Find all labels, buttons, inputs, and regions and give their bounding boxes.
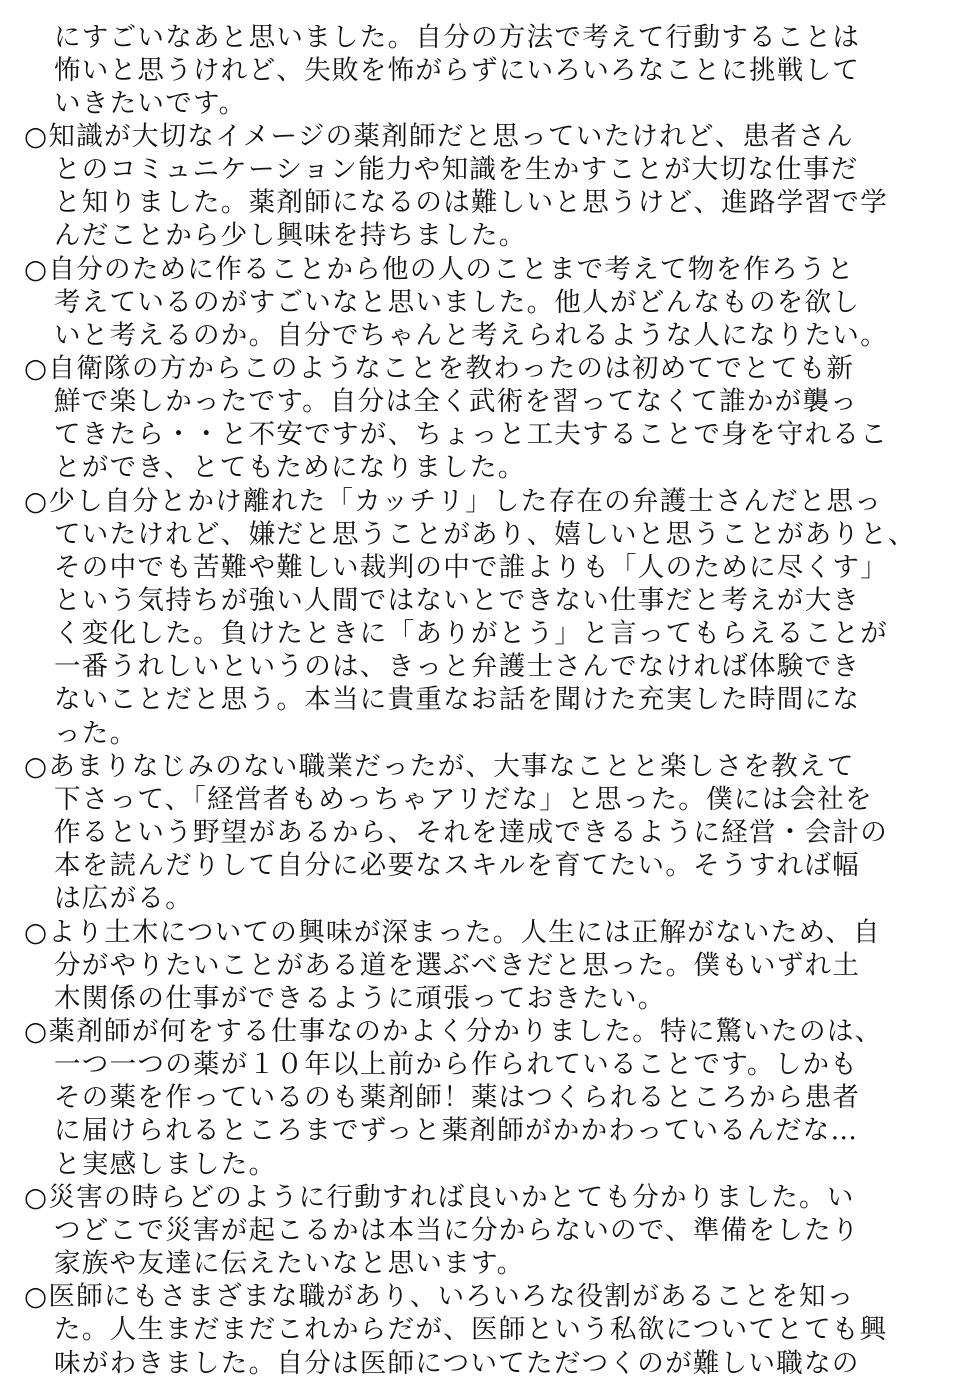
- text-line: 鮮で楽しかったです。自分は全く武術を習ってなくて誰かが襲っ: [54, 386, 859, 417]
- text-line: ○薬剤師が何をする仕事なのかよく分かりました。特に驚いたのは、: [24, 1016, 883, 1047]
- text-line: ○少し自分とかけ離れた「カッチリ」した存在の弁護士さんだと思っ: [24, 486, 883, 517]
- text-line: 考えているのがすごいなと思いました。他人がどんなものを欲し: [54, 287, 861, 318]
- text-line: ないことだと思う。本当に貴重なお話を聞けた充実した時間にな: [54, 684, 861, 715]
- text-line: 家族や友達に伝えたいなと思います。: [54, 1248, 525, 1279]
- text-line: ○知識が大切なイメージの薬剤師だと思っていたけれど、患者さん: [24, 121, 854, 152]
- text-line: ○医師にもさまざまな職があり、いろいろな役割があることを知っ: [24, 1281, 855, 1312]
- text-line: ○災害の時らどのように行動すれば良いかとても分かりました。い: [24, 1182, 855, 1213]
- text-line: 木関係の仕事ができるように頑張っておきたい。: [54, 983, 666, 1014]
- text-line: と実感しました。: [54, 1149, 277, 1180]
- text-line: と知りました。薬剤師になるのは難しいと思うけど、進路学習で学: [54, 187, 888, 218]
- text-line: とができ、とてもためになりました。: [54, 452, 526, 483]
- text-line: その中でも苦難や難しい裁判の中で誰よりも「人のために尽くす」: [54, 552, 888, 583]
- text-line: いきたいです。: [54, 88, 247, 119]
- text-line: ていたけれど、嫌だと思うことがあり、嬉しいと思うことがありと、: [54, 519, 916, 550]
- text-line: く変化した。負けたときに「ありがとう」と言ってもらえることが: [54, 618, 888, 649]
- text-line: 下さって、「経営者もめっちゃアリだな」と思った。僕には会社を: [54, 784, 873, 815]
- text-line: 作るという野望があるから、それを達成できるように経営・会計の: [54, 817, 888, 848]
- text-line: その薬を作っているのも薬剤師！薬はつくられるところから患者: [54, 1082, 861, 1113]
- text-line: 一番うれしいというのは、きっと弁護士さんでなければ体験でき: [54, 651, 861, 682]
- text-line: つどこで災害が起こるかは本当に分からないので、準備をしたり: [54, 1215, 860, 1246]
- text-line: 味がわきました。自分は医師についてただつくのが難しい職なの: [54, 1348, 860, 1379]
- text-line: てきたら・・と不安ですが、ちょっと工夫することで身を守れるこ: [54, 419, 888, 450]
- text-line: は広がる。: [54, 883, 193, 914]
- text-line: とのコミュニケーション能力や知識を生かすことが大切な仕事だ: [54, 154, 859, 185]
- text-line: に届けられるところまでずっと薬剤師がかかわっているんだな…: [54, 1115, 859, 1146]
- text-line: ○自分のために作ることから他の人のことまで考えて物を作ろうと: [24, 254, 855, 285]
- text-line: という気持ちが強い人間ではないとできない仕事だと考えが大き: [54, 585, 861, 616]
- text-line: いと考えるのか。自分でちゃんと考えられるような人になりたい。: [54, 320, 888, 351]
- text-line: んだことから少し興味を持ちました。: [54, 220, 527, 251]
- text-line: 分がやりたいことがある道を選ぶべきだと思った。僕もいずれ土: [54, 950, 861, 981]
- text-line: ○より土木についての興味が深まった。人生には正解がないため、自: [24, 917, 881, 948]
- text-line: 一つ一つの薬が１０年以上前から作られていることです。しかも: [54, 1049, 859, 1080]
- text-line: 怖いと思うけれど、失敗を怖がらずにいろいろなことに挑戦して: [54, 55, 861, 86]
- text-line: にすごいなあと思いました。自分の方法で考えて行動することは: [54, 22, 861, 53]
- text-line: た。人生まだまだこれからだが、医師という私欲についてとても興: [54, 1314, 888, 1345]
- text-line: ○あまりなじみのない職業だったが、大事なことと楽しさを教えて: [24, 751, 855, 782]
- text-line: 本を読んだりして自分に必要なスキルを育てたい。そうすれば幅: [54, 850, 860, 881]
- text-line: ○自衛隊の方からこのようなことを教わったのは初めてでとても新: [24, 353, 855, 384]
- text-line: った。: [54, 718, 138, 749]
